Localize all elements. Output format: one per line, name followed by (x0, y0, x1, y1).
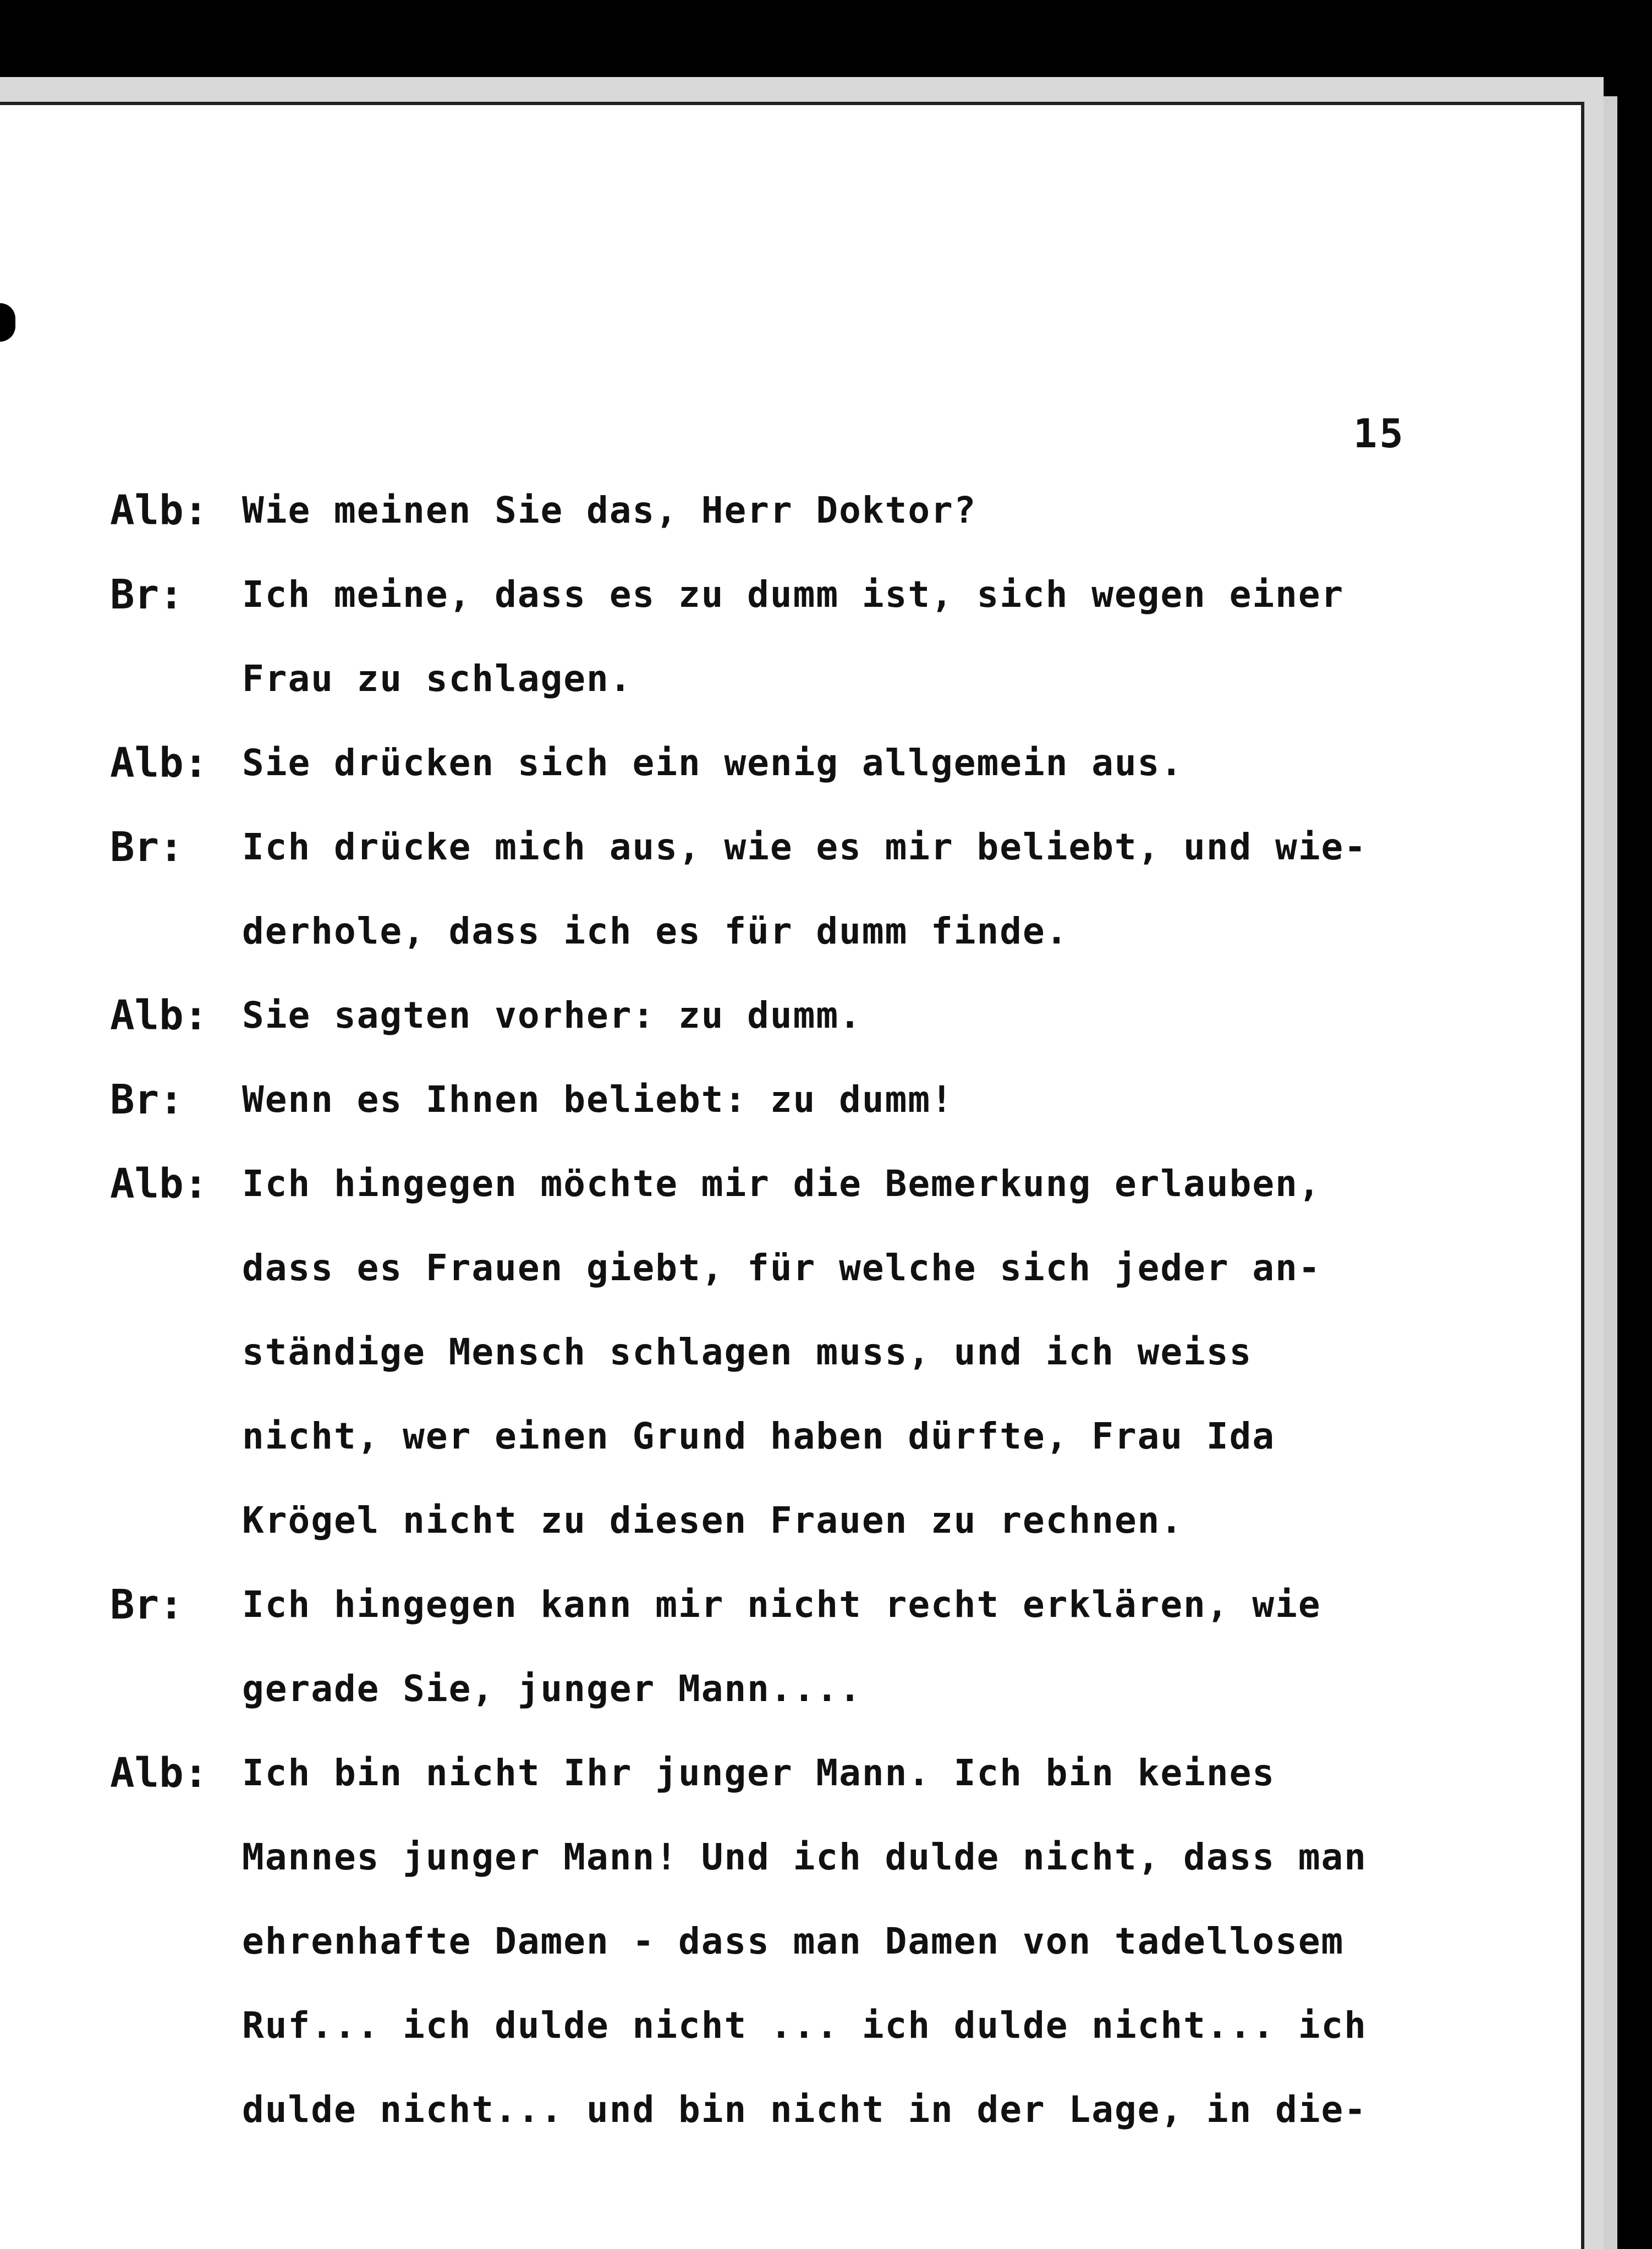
dialogue-line: Ich hingegen möchte mir die Bemerkung erlauben, (242, 1162, 1321, 1205)
speaker-label: Br: (110, 824, 184, 871)
dialogue-line: derhole, dass ich es für dumm finde. (242, 910, 1069, 952)
dialogue-line: Ich hingegen kann mir nicht recht erklären, wie (242, 1583, 1321, 1626)
dialogue-line: dass es Frauen giebt, für welche sich jeder an- (242, 1247, 1321, 1289)
dialogue-line: Sie drücken sich ein wenig allgemein aus. (242, 742, 1184, 784)
dialogue-line: Mannes junger Mann! Und ich dulde nicht, dass man (242, 1836, 1368, 1878)
speaker-label: Alb: (110, 992, 208, 1039)
dialogue-line: Krögel nicht zu diesen Frauen zu rechnen. (242, 1499, 1184, 1542)
dialogue-line: ehrenhafte Damen - dass man Damen von tadellosem (242, 1920, 1344, 1962)
speaker-label: Br: (110, 1581, 184, 1628)
dialogue-line: dulde nicht... und bin nicht in der Lage, in die- (242, 2088, 1368, 2131)
dialogue-line: ständige Mensch schlagen muss, und ich weiss (242, 1331, 1253, 1373)
speaker-label: Alb: (110, 1749, 208, 1797)
dialogue-line: nicht, wer einen Grund haben dürfte, Frau Ida (242, 1415, 1276, 1457)
speaker-label: Alb: (110, 487, 208, 534)
dialogue-line: Ruf... ich dulde nicht ... ich dulde nicht... ich (242, 2004, 1368, 2047)
document-page (0, 102, 1584, 2249)
speaker-label: Alb: (110, 1160, 208, 1208)
script-body (0, 105, 1584, 2249)
speaker-label: Br: (110, 1076, 184, 1123)
dialogue-line: Wenn es Ihnen beliebt: zu dumm! (242, 1078, 954, 1121)
dialogue-line: Ich drücke mich aus, wie es mir beliebt, und wie- (242, 826, 1368, 868)
dialogue-line: Ich bin nicht Ihr junger Mann. Ich bin keines (242, 1752, 1276, 1794)
dialogue-line: Sie sagten vorher: zu dumm. (242, 994, 862, 1036)
speaker-label: Br: (110, 571, 184, 618)
dialogue-line: Wie meinen Sie das, Herr Doktor? (242, 489, 977, 531)
speaker-label: Alb: (110, 739, 208, 787)
dialogue-line: Frau zu schlagen. (242, 657, 633, 700)
page-number: 15 (1353, 410, 1406, 457)
dialogue-line: Ich meine, dass es zu dumm ist, sich wegen einer (242, 573, 1344, 616)
dialogue-line: gerade Sie, junger Mann.... (242, 1667, 862, 1710)
